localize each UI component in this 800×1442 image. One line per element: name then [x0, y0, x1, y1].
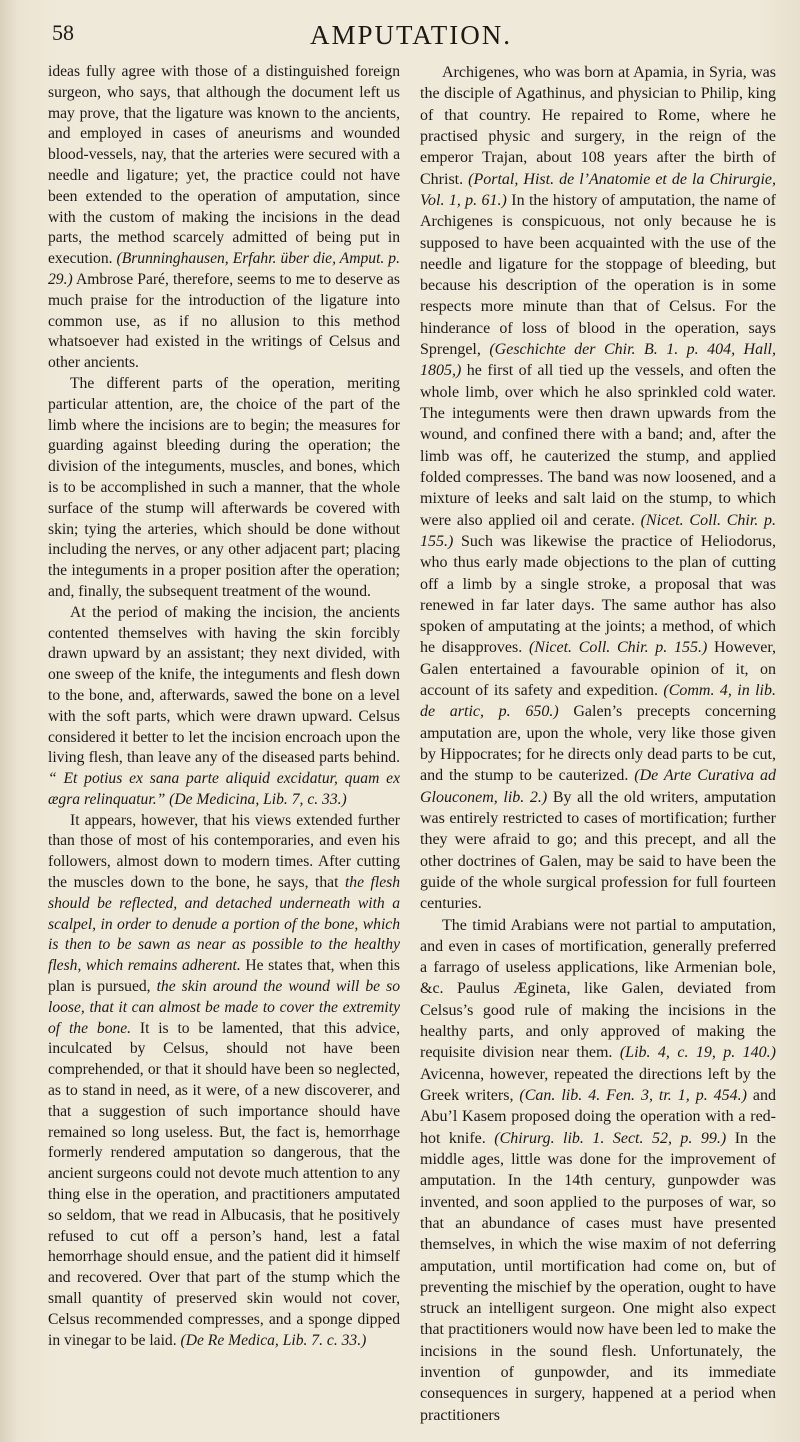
citation: (De Re Medica, Lib. 7. c. 33.) — [180, 1331, 367, 1349]
citation: (Nicet. Coll. Chir. p. 155.) — [528, 639, 708, 657]
text-run: he first of all tied up the vessels, and often the whole limb, over which he also sprinkled cold water. The integuments were then drawn upwards from the wound, and confined there with a band; and, after the limb was off, he cauterized the stump, and applied folded compresses. The band was now loosened, and a mixture of leeks and salt laid on the stump, to which were also applied oil and cerate. — [420, 362, 776, 529]
paragraph — [48, 62, 400, 374]
paragraph — [420, 915, 776, 1427]
paragraph: The different parts of the operation, meriting particular attention, are, the choice of the part of the limb where the incisions are to begin; the measures for guarding against bleeding during the operation; the division of the integuments, muscles, and bones, which is to be accomplished in such a manner, that the whole surface of the stump will afterwards be covered with skin; tying the arteries, which should be done without including the nerves, or any other adjacent part; placing the integuments in a proper position after the operation; and, finally, the subsequent treatment of the wound. — [48, 374, 400, 600]
text-run: It is to be lamented, that this advice, inculcated by Celsus, should not have been comprehended, or that it should have been so neglected, as to stand in need, as it were, of a new discoverer, and that a suggestion of such importance should have remained so long useless. But, the fact is, hemorrhage formerly rendered amputation so dangerous, that the ancient surgeons could not devote much attention to any thing else in the operation, and practitioners amputated so seldom, that we read in Albucasis, that he positively refused to cut off a person’s hand, lest a fatal hemorrhage should ensue, and the patient did it himself and recovered. Over that part of the stump which the small quantity of preserved skin would not cover, Celsus recommended compresses, and a sponge dipped in vinegar to be laid. — [48, 1019, 400, 1349]
paragraph — [48, 811, 400, 1352]
citation: (Portal, Hist. de l’Anatomie et de la Chirurgie, Vol. 1, p. 61.) — [420, 170, 777, 209]
running-head — [52, 20, 770, 54]
emphasis: the skin around the wound will be so loose, that it can almost be made to cover the extremity of the bone. — [48, 978, 400, 1037]
text-run: Archigenes, who was born at Apamia, in Syria, was the disciple of Agathinus, and physician to Philip, king of that country. He repaired to Rome, where he practised physic and surgery, in the reign of the emperor Trajan, about 108 years after the birth of Christ. — [420, 64, 776, 188]
text-run: By all the old writers, amputation was entirely restricted to cases of mortification; further they were afraid to go; and this precept, and all the other doctrines of Galen, may be said to have been the guide of the whole surgical profession for full fourteen centuries. — [420, 788, 776, 913]
text-run: At the period of making the incision, the ancients contented themselves with having the skin forcibly drawn upward by an assistant; they next divided, with one sweep of the knife, the integuments and flesh down to the bone, and, afterwards, sawed the bone on a level with the soft parts, which were drawn upward. Celsus considered it better to let the incision encroach upon the living flesh, than leave any of the diseased parts behind. — [48, 603, 400, 767]
text-run: He states that, when this plan is pursued, — [48, 957, 401, 996]
text-run: Ambrose Paré, therefore, seems to me to deserve as much praise for the introduction of the ligature into common use, as if no allusion to this method whatsoever had existed in the writings of Celsus and other ancients. — [48, 270, 400, 372]
citation: (Lib. 4, c. 19, p. 140.) — [619, 1044, 777, 1062]
citation: (Comm. 4, in lib. de artic, p. 650.) — [420, 682, 776, 721]
citation: (Geschichte der Chir. B. 1. p. 404, Hall, 1805,) — [420, 341, 776, 380]
left-column — [48, 62, 400, 1351]
text-run: The timid Arabians were not partial to amputation, and even in cases of mortification, generally preferred a farrago of useless applications, like Armenian bole, &c. Paulus Ægineta, like Galen, deviated from Celsus’s good rule of making the incisions in the healthy parts, and only approved of making the requisite division near them. — [420, 916, 776, 1062]
paragraph — [48, 603, 400, 811]
citation: (De Arte Curativa ad Glouconem, lib. 2.) — [420, 767, 777, 806]
text-run: Galen’s precepts concerning amputation are, upon the whole, very like those given by Hippocrates; for he directs only dead parts to be cut, and the stump to be cauterized. — [420, 703, 776, 785]
citation: (Can. lib. 4. Fen. 3, tr. 1, p. 454.) — [519, 1087, 747, 1104]
citation: (Chirurg. lib. 1. Sect. 52, p. 99.) — [494, 1129, 727, 1147]
text-run: In the middle ages, little was done for the improvement of amputation. In the 14th century, gunpowder was invented, and soon applied to the purposes of war, so that an abundance of cases must have presented themselves, in which the wise maxim of not deferring amputation, until mortification had come on, but of preventing the mischief by the operation, ought to have struck an intelligent surgeon. One might also expect that practitioners would now have been led to make the incisions in the sound flesh. Unfortunately, the invention of gunpowder, and its immediate consequences in surgery, happened at a period when practitioners — [420, 1129, 777, 1424]
text-run: and Abu’l Kasem proposed doing the operation with a red-hot knife. — [420, 1087, 777, 1147]
text-run: It appears, however, that his views extended further than those of most of his contemporaries, and even his followers, almost down to modern times. After cutting the muscles down to the bone, he says, that — [48, 811, 400, 892]
running-title: AMPUTATION. — [309, 20, 513, 50]
text-run: ideas fully agree with those of a distinguished foreign surgeon, who says, that although the document left us may prove, that the ligature was known to the ancients, and employed in cases of aneurisms and wounded blood-vessels, nay, that the arteries were secured with a needle and ligature; yet, the practice could not have been extended to the operation of amputation, since with the custom of making the incisions in the dead parts, the method scarcely admitted of being put in execution. — [48, 63, 400, 268]
page-number: 58 — [52, 20, 74, 45]
paragraph — [420, 62, 776, 915]
text-run: In the history of amputation, the name of Archigenes is conspicuous, not only because he is supposed to have been acquainted with the use of the needle and ligature for the stoppage of bleeding, but because his description of the operation is in some respects more minute than that of Celsus. For the hinderance of loss of blood in the operation, says Sprengel, — [420, 191, 777, 359]
right-column — [420, 62, 776, 1426]
text-run: However, Galen entertained a favourable opinion of it, on account of its safety and expedition. — [420, 639, 776, 700]
latin-quote: “ Et potius ex sana parte aliquid excidatur, quam ex ægra relinquatur.” (De Medicina, Lib. 7, c. 33.) — [48, 770, 400, 808]
text-run: Such was likewise the practice of Heliodorus, who thus early made objections to the plan of cutting off a limb by a single stroke, a proposal that was renewed in far later days. The same author has also spoken of amputating at the joints; a method, of which he disapproves. — [420, 532, 777, 657]
emphasis: the flesh should be reflected, and detached underneath with a scalpel, in order to denude a portion of the bone, which is then to be sawn as near as possible to the healthy flesh, which remains adherent. — [48, 874, 401, 975]
citation: (Nicet. Coll. Chir. p. 155.) — [420, 511, 777, 550]
citation: (Brunninghausen, Erfahr. über die, Amput. p. 29.) — [48, 250, 400, 288]
text-run: Avicenna, however, repeated the directions left by the Greek writers, — [420, 1065, 776, 1104]
